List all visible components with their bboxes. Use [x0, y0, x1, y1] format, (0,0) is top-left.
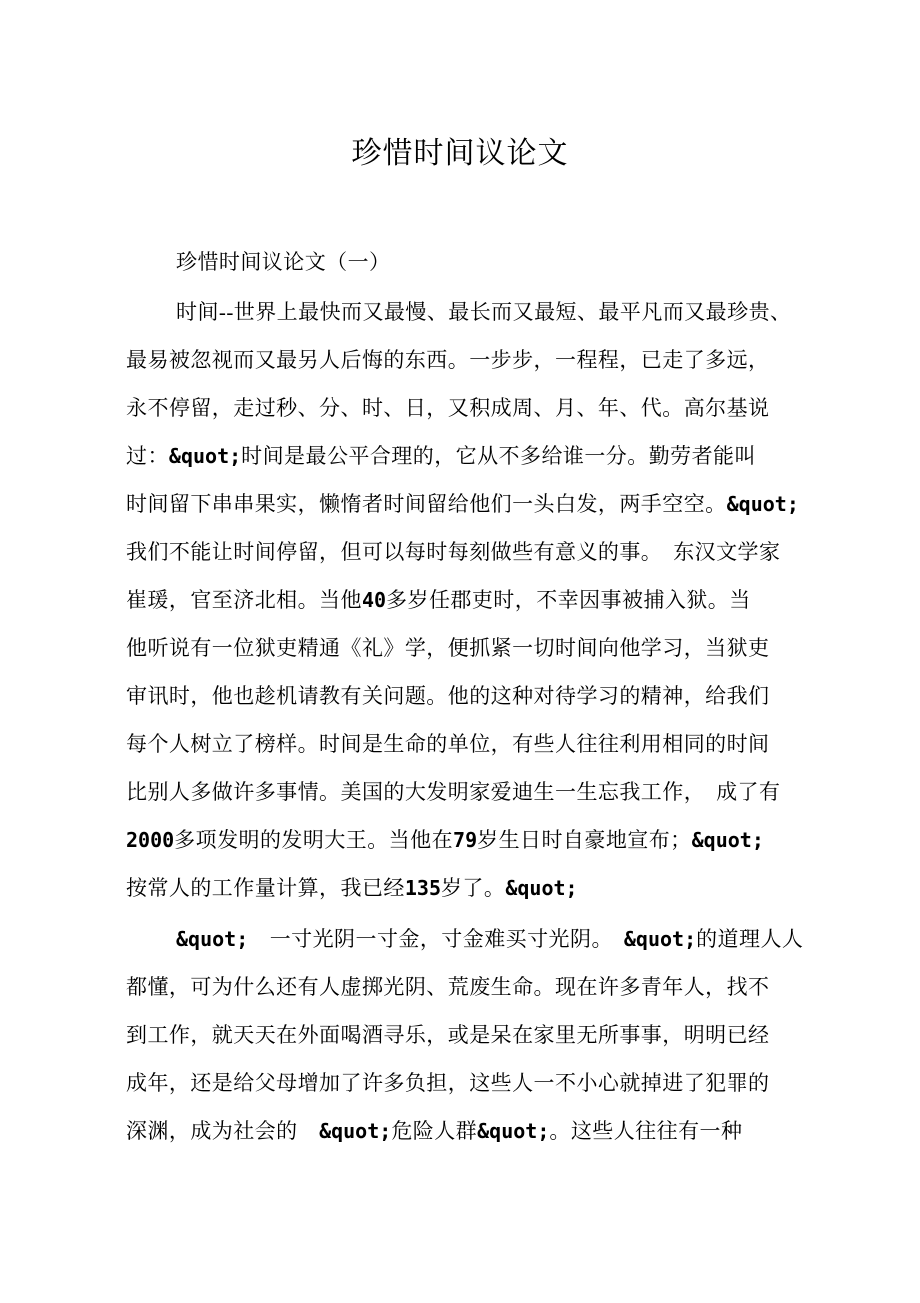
ascii-text-run: 79: [453, 828, 478, 852]
text-line: 永不停留，走过秒、分、时、日，又积成周、月、年、代。高尔基说: [126, 396, 770, 420]
ascii-text-run: &quot;: [691, 828, 764, 852]
text-line: 2000多项发明的发明大王。当他在79岁生日时自豪地宣布；&quot;: [126, 828, 764, 852]
text-line: 崔瑗，官至济北相。当他40多岁任郡吏时，不幸因事被捕入狱。当: [126, 588, 751, 612]
ascii-text-run: &quot;: [319, 1119, 392, 1143]
paragraph-3: [126, 915, 826, 1155]
ascii-text-run: &quot;: [505, 876, 578, 900]
text-line: 珍惜时间议论文（一）: [176, 250, 391, 274]
text-line: &quot; 一寸光阴一寸金，寸金难买寸光阴。 &quot;的道理人人: [176, 927, 804, 951]
text-line: 深渊，成为社会的 &quot;危险人群&quot;。这些人往往有一种: [126, 1119, 743, 1143]
ascii-text-run: 2000: [126, 828, 175, 852]
text-line: 每个人树立了榜样。时间是生命的单位，有些人往往利用相同的时间: [126, 732, 770, 756]
text-line: 审讯时，他也趁机请教有关问题。他的这种对待学习的精神，给我们: [126, 684, 770, 708]
text-line: 他听说有一位狱吏精通《礼》学，便抓紧一切时间向他学习，当狱吏: [126, 636, 770, 660]
ascii-text-run: &quot;: [726, 492, 799, 516]
text-line: 时间--世界上最快而又最慢、最长而又最短、最平凡而又最珍贵、: [176, 300, 792, 324]
text-line: 成年，还是给父母增加了许多负担，这些人一不小心就掉进了犯罪的: [126, 1071, 770, 1095]
ascii-text-run: &quot;: [176, 927, 249, 951]
paragraph-2: [126, 288, 826, 912]
ascii-text-run: 135: [404, 876, 441, 900]
text-line: 按常人的工作量计算，我已经135岁了。&quot;: [126, 876, 578, 900]
text-line: 都懂，可为什么还有人虚掷光阴、荒废生命。现在许多青年人，找不: [126, 975, 770, 999]
text-line: 我们不能让时间停留，但可以每时每刻做些有意义的事。 东汉文学家: [126, 540, 781, 564]
paragraph-1: [126, 238, 826, 286]
document-title: 珍惜时间议论文: [351, 137, 569, 170]
text-line: 时间留下串串果实，懒惰者时间留给他们一头白发，两手空空。&quot;: [126, 492, 799, 516]
text-line: 最易被忽视而又最另人后悔的东西。一步步，一程程，已走了多远，: [126, 348, 770, 372]
text-line: 比别人多做许多事情。美国的大发明家爱迪生一生忘我工作， 成了有: [126, 780, 781, 804]
document-body: [126, 238, 826, 1155]
ascii-text-run: &quot;: [168, 444, 242, 468]
ascii-text-run: &quot;: [477, 1119, 550, 1143]
ascii-text-run: &quot;: [623, 927, 697, 951]
text-line: 到工作，就天天在外面喝酒寻乐，或是呆在家里无所事事，明明已经: [126, 1023, 770, 1047]
ascii-text-run: 40: [361, 588, 387, 612]
text-line: 过：&quot;时间是最公平合理的，它从不多给谁一分。勤劳者能叫: [126, 444, 756, 468]
